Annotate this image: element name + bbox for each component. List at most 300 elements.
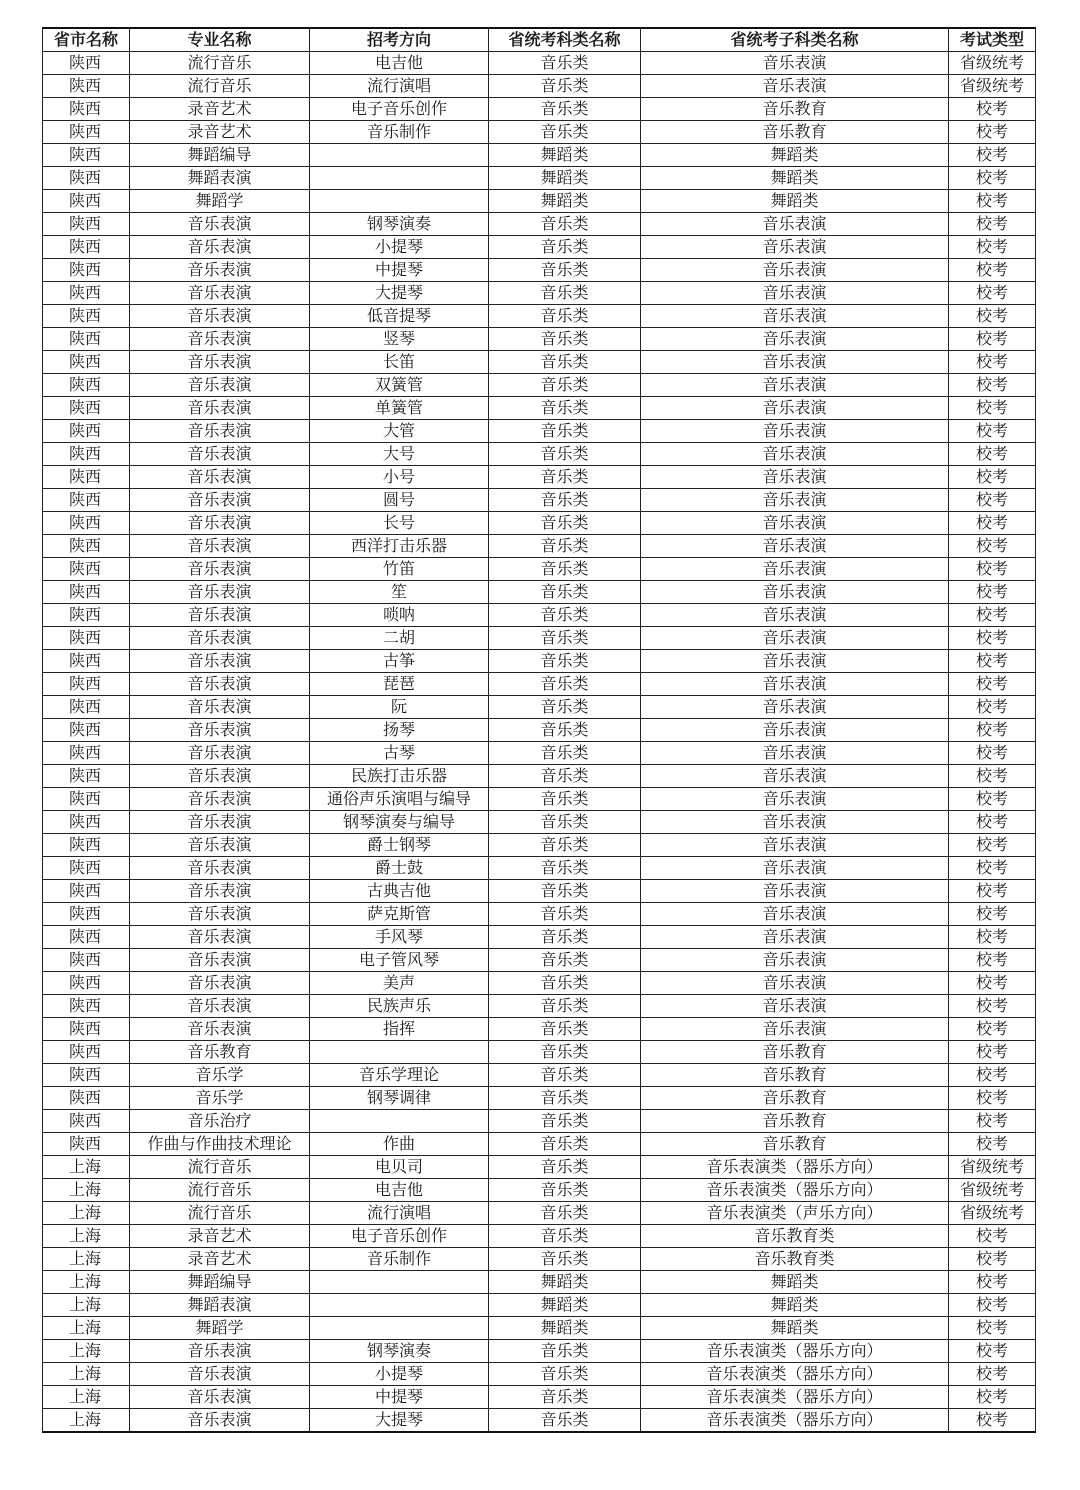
direction-cell: 民族打击乐器 xyxy=(310,765,489,788)
province-cell: 陕西 xyxy=(43,351,130,374)
exam-type-cell: 校考 xyxy=(949,742,1036,765)
subcategory-cell: 音乐表演 xyxy=(641,535,949,558)
subcategory-cell: 舞蹈类 xyxy=(641,1271,949,1294)
direction-cell xyxy=(310,167,489,190)
major-cell: 流行音乐 xyxy=(130,75,310,98)
subcategory-cell: 音乐教育类 xyxy=(641,1248,949,1271)
table-row xyxy=(43,52,1036,75)
table-row xyxy=(43,1340,1036,1363)
subcategory-cell: 音乐表演 xyxy=(641,949,949,972)
major-cell: 音乐表演 xyxy=(130,420,310,443)
category-cell: 音乐类 xyxy=(489,236,641,259)
subcategory-cell: 音乐表演 xyxy=(641,926,949,949)
subcategory-cell: 音乐表演 xyxy=(641,397,949,420)
direction-cell: 电子音乐创作 xyxy=(310,98,489,121)
subcategory-cell: 音乐表演 xyxy=(641,420,949,443)
table-row xyxy=(43,1248,1036,1271)
direction-cell: 古典吉他 xyxy=(310,880,489,903)
direction-cell: 音乐制作 xyxy=(310,1248,489,1271)
subcategory-cell: 音乐表演 xyxy=(641,259,949,282)
province-cell: 陕西 xyxy=(43,558,130,581)
subcategory-cell: 音乐表演 xyxy=(641,972,949,995)
province-cell: 上海 xyxy=(43,1317,130,1340)
subcategory-cell: 音乐表演类（器乐方向） xyxy=(641,1386,949,1409)
direction-cell: 音乐制作 xyxy=(310,121,489,144)
major-cell: 舞蹈编导 xyxy=(130,144,310,167)
exam-type-cell: 校考 xyxy=(949,1064,1036,1087)
major-cell: 音乐表演 xyxy=(130,650,310,673)
subcategory-cell: 音乐表演类（器乐方向） xyxy=(641,1340,949,1363)
direction-cell: 音乐学理论 xyxy=(310,1064,489,1087)
table-row xyxy=(43,1018,1036,1041)
category-cell: 音乐类 xyxy=(489,1363,641,1386)
exam-type-cell: 校考 xyxy=(949,1248,1036,1271)
category-cell: 音乐类 xyxy=(489,742,641,765)
exam-type-cell: 校考 xyxy=(949,1041,1036,1064)
table-row xyxy=(43,1363,1036,1386)
major-cell: 舞蹈编导 xyxy=(130,1271,310,1294)
direction-cell: 双簧管 xyxy=(310,374,489,397)
exam-type-cell: 校考 xyxy=(949,627,1036,650)
subcategory-cell: 音乐教育 xyxy=(641,1041,949,1064)
major-cell: 录音艺术 xyxy=(130,1248,310,1271)
table-row xyxy=(43,811,1036,834)
direction-cell: 笙 xyxy=(310,581,489,604)
category-cell: 音乐类 xyxy=(489,1248,641,1271)
province-cell: 陕西 xyxy=(43,581,130,604)
exam-type-cell: 省级统考 xyxy=(949,52,1036,75)
province-cell: 陕西 xyxy=(43,742,130,765)
table-row xyxy=(43,719,1036,742)
direction-cell: 中提琴 xyxy=(310,259,489,282)
province-cell: 陕西 xyxy=(43,190,130,213)
direction-cell: 电子管风琴 xyxy=(310,949,489,972)
province-cell: 陕西 xyxy=(43,1133,130,1156)
category-cell: 音乐类 xyxy=(489,1064,641,1087)
direction-cell: 中提琴 xyxy=(310,1386,489,1409)
subcategory-cell: 音乐表演 xyxy=(641,581,949,604)
header-exam-type: 考试类型 xyxy=(949,28,1036,52)
table-row xyxy=(43,972,1036,995)
province-cell: 上海 xyxy=(43,1340,130,1363)
category-cell: 音乐类 xyxy=(489,1087,641,1110)
province-cell: 陕西 xyxy=(43,259,130,282)
subcategory-cell: 音乐表演 xyxy=(641,282,949,305)
province-cell: 陕西 xyxy=(43,788,130,811)
province-cell: 陕西 xyxy=(43,765,130,788)
exam-type-cell: 校考 xyxy=(949,512,1036,535)
province-cell: 上海 xyxy=(43,1179,130,1202)
subcategory-cell: 音乐表演 xyxy=(641,75,949,98)
exam-type-cell: 校考 xyxy=(949,765,1036,788)
exam-type-cell: 校考 xyxy=(949,121,1036,144)
subcategory-cell: 音乐表演类（器乐方向） xyxy=(641,1363,949,1386)
exam-type-cell: 校考 xyxy=(949,719,1036,742)
exam-type-cell: 校考 xyxy=(949,374,1036,397)
subcategory-cell: 音乐表演 xyxy=(641,351,949,374)
table-row xyxy=(43,880,1036,903)
major-cell: 音乐表演 xyxy=(130,1340,310,1363)
category-cell: 音乐类 xyxy=(489,811,641,834)
direction-cell: 作曲 xyxy=(310,1133,489,1156)
category-cell: 音乐类 xyxy=(489,650,641,673)
exam-type-cell: 校考 xyxy=(949,1087,1036,1110)
major-cell: 音乐表演 xyxy=(130,581,310,604)
category-cell: 音乐类 xyxy=(489,305,641,328)
category-cell: 音乐类 xyxy=(489,1386,641,1409)
exam-type-cell: 校考 xyxy=(949,558,1036,581)
major-cell: 作曲与作曲技术理论 xyxy=(130,1133,310,1156)
table-row xyxy=(43,236,1036,259)
subcategory-cell: 舞蹈类 xyxy=(641,167,949,190)
subcategory-cell: 音乐表演 xyxy=(641,558,949,581)
category-cell: 音乐类 xyxy=(489,1225,641,1248)
category-cell: 音乐类 xyxy=(489,673,641,696)
exam-type-cell: 校考 xyxy=(949,305,1036,328)
exam-type-cell: 校考 xyxy=(949,420,1036,443)
major-cell: 流行音乐 xyxy=(130,52,310,75)
category-cell: 舞蹈类 xyxy=(489,1271,641,1294)
direction-cell: 流行演唱 xyxy=(310,1202,489,1225)
major-cell: 流行音乐 xyxy=(130,1156,310,1179)
exam-type-cell: 省级统考 xyxy=(949,1156,1036,1179)
table-row xyxy=(43,604,1036,627)
major-cell: 音乐表演 xyxy=(130,880,310,903)
major-cell: 音乐表演 xyxy=(130,765,310,788)
direction-cell: 西洋打击乐器 xyxy=(310,535,489,558)
major-cell: 音乐表演 xyxy=(130,1386,310,1409)
province-cell: 上海 xyxy=(43,1248,130,1271)
table-row xyxy=(43,420,1036,443)
table-row xyxy=(43,1294,1036,1317)
table-row xyxy=(43,167,1036,190)
subcategory-cell: 音乐表演 xyxy=(641,857,949,880)
direction-cell: 钢琴调律 xyxy=(310,1087,489,1110)
table-header xyxy=(43,28,1036,52)
category-cell: 音乐类 xyxy=(489,443,641,466)
major-cell: 音乐学 xyxy=(130,1087,310,1110)
header-subcategory: 省统考子科类名称 xyxy=(641,28,949,52)
major-cell: 音乐表演 xyxy=(130,673,310,696)
direction-cell: 流行演唱 xyxy=(310,75,489,98)
table-row xyxy=(43,443,1036,466)
exam-type-cell: 校考 xyxy=(949,236,1036,259)
exam-type-cell: 校考 xyxy=(949,144,1036,167)
exam-type-cell: 校考 xyxy=(949,1133,1036,1156)
subcategory-cell: 音乐表演 xyxy=(641,742,949,765)
province-cell: 陕西 xyxy=(43,420,130,443)
major-cell: 音乐表演 xyxy=(130,719,310,742)
subcategory-cell: 音乐教育 xyxy=(641,1133,949,1156)
province-cell: 陕西 xyxy=(43,650,130,673)
table-row xyxy=(43,397,1036,420)
province-cell: 上海 xyxy=(43,1386,130,1409)
table-row xyxy=(43,627,1036,650)
document-page xyxy=(42,27,1035,1433)
table-row xyxy=(43,535,1036,558)
direction-cell: 指挥 xyxy=(310,1018,489,1041)
province-cell: 上海 xyxy=(43,1156,130,1179)
major-cell: 音乐表演 xyxy=(130,995,310,1018)
direction-cell: 低音提琴 xyxy=(310,305,489,328)
major-cell: 音乐表演 xyxy=(130,788,310,811)
subcategory-cell: 音乐表演 xyxy=(641,443,949,466)
subcategory-cell: 音乐表演 xyxy=(641,788,949,811)
major-cell: 音乐表演 xyxy=(130,972,310,995)
direction-cell: 竹笛 xyxy=(310,558,489,581)
province-cell: 陕西 xyxy=(43,443,130,466)
major-cell: 音乐表演 xyxy=(130,926,310,949)
category-cell: 音乐类 xyxy=(489,75,641,98)
subcategory-cell: 音乐表演 xyxy=(641,236,949,259)
major-cell: 音乐表演 xyxy=(130,259,310,282)
direction-cell xyxy=(310,1271,489,1294)
table-row xyxy=(43,512,1036,535)
direction-cell xyxy=(310,1041,489,1064)
exam-type-cell: 校考 xyxy=(949,788,1036,811)
table-row xyxy=(43,144,1036,167)
province-cell: 陕西 xyxy=(43,719,130,742)
subcategory-cell: 音乐表演类（器乐方向） xyxy=(641,1409,949,1433)
major-cell: 音乐表演 xyxy=(130,857,310,880)
table-row xyxy=(43,857,1036,880)
major-cell: 音乐表演 xyxy=(130,305,310,328)
exam-type-cell: 校考 xyxy=(949,213,1036,236)
province-cell: 陕西 xyxy=(43,98,130,121)
table-row xyxy=(43,466,1036,489)
category-cell: 音乐类 xyxy=(489,1156,641,1179)
exam-type-cell: 校考 xyxy=(949,811,1036,834)
category-cell: 音乐类 xyxy=(489,121,641,144)
exam-type-cell: 校考 xyxy=(949,696,1036,719)
direction-cell: 美声 xyxy=(310,972,489,995)
major-cell: 音乐表演 xyxy=(130,627,310,650)
exam-type-cell: 校考 xyxy=(949,949,1036,972)
direction-cell: 竖琴 xyxy=(310,328,489,351)
province-cell: 陕西 xyxy=(43,834,130,857)
table-row xyxy=(43,903,1036,926)
major-cell: 音乐表演 xyxy=(130,466,310,489)
major-cell: 流行音乐 xyxy=(130,1202,310,1225)
province-cell: 陕西 xyxy=(43,167,130,190)
exam-type-cell: 校考 xyxy=(949,489,1036,512)
header-category: 省统考科类名称 xyxy=(489,28,641,52)
province-cell: 陕西 xyxy=(43,627,130,650)
direction-cell: 爵士钢琴 xyxy=(310,834,489,857)
province-cell: 上海 xyxy=(43,1409,130,1433)
table-row xyxy=(43,696,1036,719)
direction-cell xyxy=(310,1317,489,1340)
category-cell: 舞蹈类 xyxy=(489,144,641,167)
table-row xyxy=(43,1225,1036,1248)
subcategory-cell: 音乐表演类（器乐方向） xyxy=(641,1156,949,1179)
subcategory-cell: 音乐表演 xyxy=(641,328,949,351)
exam-type-cell: 校考 xyxy=(949,535,1036,558)
header-province: 省市名称 xyxy=(43,28,130,52)
category-cell: 音乐类 xyxy=(489,696,641,719)
major-cell: 音乐表演 xyxy=(130,236,310,259)
major-cell: 音乐表演 xyxy=(130,696,310,719)
subcategory-cell: 音乐教育 xyxy=(641,121,949,144)
category-cell: 音乐类 xyxy=(489,1018,641,1041)
category-cell: 舞蹈类 xyxy=(489,1294,641,1317)
province-cell: 陕西 xyxy=(43,489,130,512)
table-row xyxy=(43,650,1036,673)
major-cell: 音乐表演 xyxy=(130,397,310,420)
direction-cell: 长笛 xyxy=(310,351,489,374)
table-row xyxy=(43,1064,1036,1087)
category-cell: 音乐类 xyxy=(489,328,641,351)
province-cell: 陕西 xyxy=(43,213,130,236)
direction-cell: 萨克斯管 xyxy=(310,903,489,926)
province-cell: 陕西 xyxy=(43,696,130,719)
province-cell: 上海 xyxy=(43,1294,130,1317)
subcategory-cell: 音乐表演 xyxy=(641,52,949,75)
category-cell: 音乐类 xyxy=(489,765,641,788)
major-cell: 音乐表演 xyxy=(130,443,310,466)
province-cell: 陕西 xyxy=(43,52,130,75)
subcategory-cell: 音乐教育 xyxy=(641,1064,949,1087)
table-body xyxy=(43,52,1036,1433)
direction-cell: 单簧管 xyxy=(310,397,489,420)
subcategory-cell: 音乐表演类（器乐方向） xyxy=(641,1179,949,1202)
major-cell: 舞蹈表演 xyxy=(130,167,310,190)
subcategory-cell: 音乐教育类 xyxy=(641,1225,949,1248)
direction-cell: 钢琴演奏 xyxy=(310,1340,489,1363)
exam-type-cell: 校考 xyxy=(949,190,1036,213)
exam-type-cell: 校考 xyxy=(949,167,1036,190)
subcategory-cell: 音乐表演 xyxy=(641,489,949,512)
province-cell: 陕西 xyxy=(43,374,130,397)
direction-cell: 圆号 xyxy=(310,489,489,512)
exam-type-cell: 校考 xyxy=(949,834,1036,857)
direction-cell: 小提琴 xyxy=(310,1363,489,1386)
direction-cell: 唢呐 xyxy=(310,604,489,627)
province-cell: 陕西 xyxy=(43,972,130,995)
direction-cell: 民族声乐 xyxy=(310,995,489,1018)
category-cell: 音乐类 xyxy=(489,1133,641,1156)
category-cell: 音乐类 xyxy=(489,903,641,926)
exam-type-cell: 校考 xyxy=(949,857,1036,880)
major-cell: 音乐表演 xyxy=(130,282,310,305)
subcategory-cell: 音乐表演 xyxy=(641,466,949,489)
major-cell: 音乐表演 xyxy=(130,903,310,926)
province-cell: 陕西 xyxy=(43,673,130,696)
direction-cell: 爵士鼓 xyxy=(310,857,489,880)
direction-cell xyxy=(310,1110,489,1133)
exam-type-cell: 省级统考 xyxy=(949,1179,1036,1202)
category-cell: 音乐类 xyxy=(489,1041,641,1064)
category-cell: 音乐类 xyxy=(489,880,641,903)
category-cell: 音乐类 xyxy=(489,1110,641,1133)
direction-cell: 电吉他 xyxy=(310,1179,489,1202)
subcategory-cell: 音乐表演 xyxy=(641,650,949,673)
major-cell: 音乐学 xyxy=(130,1064,310,1087)
subcategory-cell: 音乐表演 xyxy=(641,696,949,719)
direction-cell: 长号 xyxy=(310,512,489,535)
direction-cell: 扬琴 xyxy=(310,719,489,742)
table-row xyxy=(43,558,1036,581)
province-cell: 陕西 xyxy=(43,75,130,98)
exam-type-cell: 省级统考 xyxy=(949,1202,1036,1225)
subcategory-cell: 音乐表演 xyxy=(641,627,949,650)
table-row xyxy=(43,305,1036,328)
table-row xyxy=(43,673,1036,696)
category-cell: 音乐类 xyxy=(489,213,641,236)
direction-cell: 电子音乐创作 xyxy=(310,1225,489,1248)
province-cell: 陕西 xyxy=(43,282,130,305)
category-cell: 音乐类 xyxy=(489,535,641,558)
province-cell: 陕西 xyxy=(43,949,130,972)
direction-cell: 古琴 xyxy=(310,742,489,765)
major-cell: 音乐表演 xyxy=(130,558,310,581)
exam-type-cell: 校考 xyxy=(949,1271,1036,1294)
table-row xyxy=(43,489,1036,512)
direction-cell: 阮 xyxy=(310,696,489,719)
subcategory-cell: 舞蹈类 xyxy=(641,190,949,213)
direction-cell: 大管 xyxy=(310,420,489,443)
major-cell: 音乐表演 xyxy=(130,1018,310,1041)
major-cell: 音乐表演 xyxy=(130,328,310,351)
exam-type-cell: 校考 xyxy=(949,466,1036,489)
exam-type-cell: 校考 xyxy=(949,1340,1036,1363)
category-cell: 音乐类 xyxy=(489,558,641,581)
major-cell: 音乐表演 xyxy=(130,374,310,397)
category-cell: 音乐类 xyxy=(489,52,641,75)
category-cell: 音乐类 xyxy=(489,719,641,742)
table-row xyxy=(43,1133,1036,1156)
major-cell: 录音艺术 xyxy=(130,98,310,121)
province-cell: 上海 xyxy=(43,1202,130,1225)
exam-type-cell: 校考 xyxy=(949,903,1036,926)
subcategory-cell: 音乐表演 xyxy=(641,834,949,857)
exam-type-cell: 校考 xyxy=(949,1294,1036,1317)
province-cell: 陕西 xyxy=(43,857,130,880)
direction-cell: 小号 xyxy=(310,466,489,489)
table-row xyxy=(43,581,1036,604)
major-cell: 音乐表演 xyxy=(130,834,310,857)
direction-cell: 大号 xyxy=(310,443,489,466)
table-row xyxy=(43,259,1036,282)
exam-type-cell: 校考 xyxy=(949,650,1036,673)
category-cell: 舞蹈类 xyxy=(489,190,641,213)
province-cell: 上海 xyxy=(43,1271,130,1294)
major-cell: 音乐表演 xyxy=(130,949,310,972)
province-cell: 陕西 xyxy=(43,305,130,328)
province-cell: 陕西 xyxy=(43,535,130,558)
subcategory-cell: 音乐表演类（声乐方向） xyxy=(641,1202,949,1225)
exam-type-cell: 校考 xyxy=(949,1386,1036,1409)
admissions-table xyxy=(42,27,1036,1433)
exam-type-cell: 校考 xyxy=(949,880,1036,903)
table-row xyxy=(43,374,1036,397)
major-cell: 音乐表演 xyxy=(130,811,310,834)
province-cell: 上海 xyxy=(43,1363,130,1386)
table-row xyxy=(43,1087,1036,1110)
exam-type-cell: 校考 xyxy=(949,1363,1036,1386)
subcategory-cell: 音乐表演 xyxy=(641,213,949,236)
category-cell: 音乐类 xyxy=(489,1340,641,1363)
province-cell: 陕西 xyxy=(43,1041,130,1064)
subcategory-cell: 音乐表演 xyxy=(641,719,949,742)
direction-cell: 钢琴演奏与编导 xyxy=(310,811,489,834)
header-major: 专业名称 xyxy=(130,28,310,52)
header-direction: 招考方向 xyxy=(310,28,489,52)
direction-cell: 电贝司 xyxy=(310,1156,489,1179)
direction-cell xyxy=(310,190,489,213)
category-cell: 音乐类 xyxy=(489,512,641,535)
category-cell: 音乐类 xyxy=(489,489,641,512)
